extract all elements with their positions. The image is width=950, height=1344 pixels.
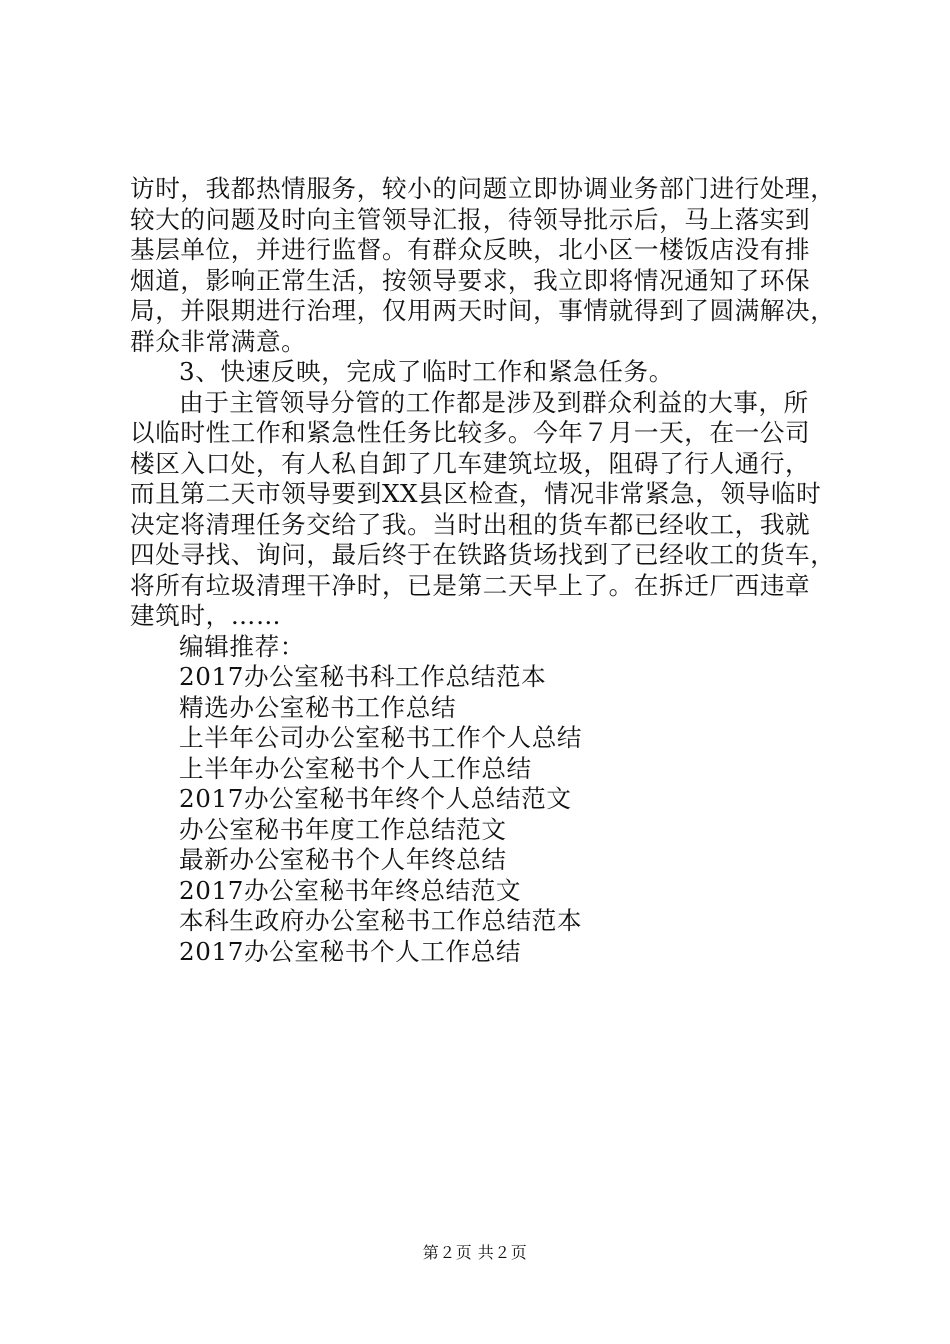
recommend-link[interactable]: 2017办公室秘书科工作总结范本 xyxy=(179,662,547,691)
recommend-link[interactable]: 2017办公室秘书个人工作总结 xyxy=(179,936,522,966)
page-number-footer: 第２页 共２页 xyxy=(422,1243,528,1262)
text-line: 以临时性工作和紧急性任务比较多。今年７月一天，在一公司 xyxy=(130,418,811,447)
paragraph-1 xyxy=(130,174,836,357)
recommend-link[interactable]: 上半年公司办公室秘书工作个人总结 xyxy=(179,723,583,752)
text-line: 四处寻找、询问，最后终于在铁路货场找到了已经收工的货车， xyxy=(130,540,836,569)
recommend-list xyxy=(130,662,830,967)
text-line: 烟道，影响正常生活，按领导要求，我立即将情况通知了环保 xyxy=(130,265,811,295)
text-line: 而且第二天市领导要到XX县区检查，情况非常紧急，领导临时 xyxy=(130,479,822,508)
document-body xyxy=(130,174,836,967)
recommend-label: 编辑推荐： xyxy=(179,631,305,661)
recommend-link[interactable]: 2017办公室秘书年终总结范文 xyxy=(179,875,522,905)
recommend-link[interactable]: 本科生政府办公室秘书工作总结范本 xyxy=(179,906,583,935)
paragraph-2 xyxy=(130,387,836,632)
text-line: 基层单位，并进行监督。有群众反映，北小区一楼饭店没有排 xyxy=(130,235,811,264)
text-line: 较大的问题及时向主管领导汇报，待领导批示后，马上落实到 xyxy=(130,204,811,234)
recommend-link[interactable]: 2017办公室秘书年终个人总结范文 xyxy=(179,784,572,813)
text-line: 群众非常满意。 xyxy=(130,326,307,356)
recommend-link[interactable]: 精选办公室秘书工作总结 xyxy=(179,692,457,722)
recommend-link[interactable]: 办公室秘书年度工作总结范文 xyxy=(179,814,507,844)
text-line: 楼区入口处，有人私自卸了几车建筑垃圾，阻碍了行人通行， xyxy=(130,448,811,478)
text-line: 访时，我都热情服务，较小的问题立即协调业务部门进行处理， xyxy=(130,174,836,203)
text-line: 建筑时，…… xyxy=(130,601,282,630)
text-line: 局，并限期进行治理，仅用两天时间，事情就得到了圆满解决， xyxy=(130,296,836,325)
recommend-link[interactable]: 最新办公室秘书个人年终总结 xyxy=(179,845,507,874)
text-line: 由于主管领导分管的工作都是涉及到群众利益的大事，所 xyxy=(179,387,809,417)
text-line: 将所有垃圾清理干净时，已是第二天早上了。在拆迁厂西违章 xyxy=(130,570,811,600)
text-line: 决定将清理任务交给了我。当时出租的货车都已经收工，我就 xyxy=(130,509,811,539)
section-heading-3: 3、快速反映，完成了临时工作和紧急任务。 xyxy=(179,357,674,386)
recommend-link[interactable]: 上半年办公室秘书个人工作总结 xyxy=(179,753,532,783)
